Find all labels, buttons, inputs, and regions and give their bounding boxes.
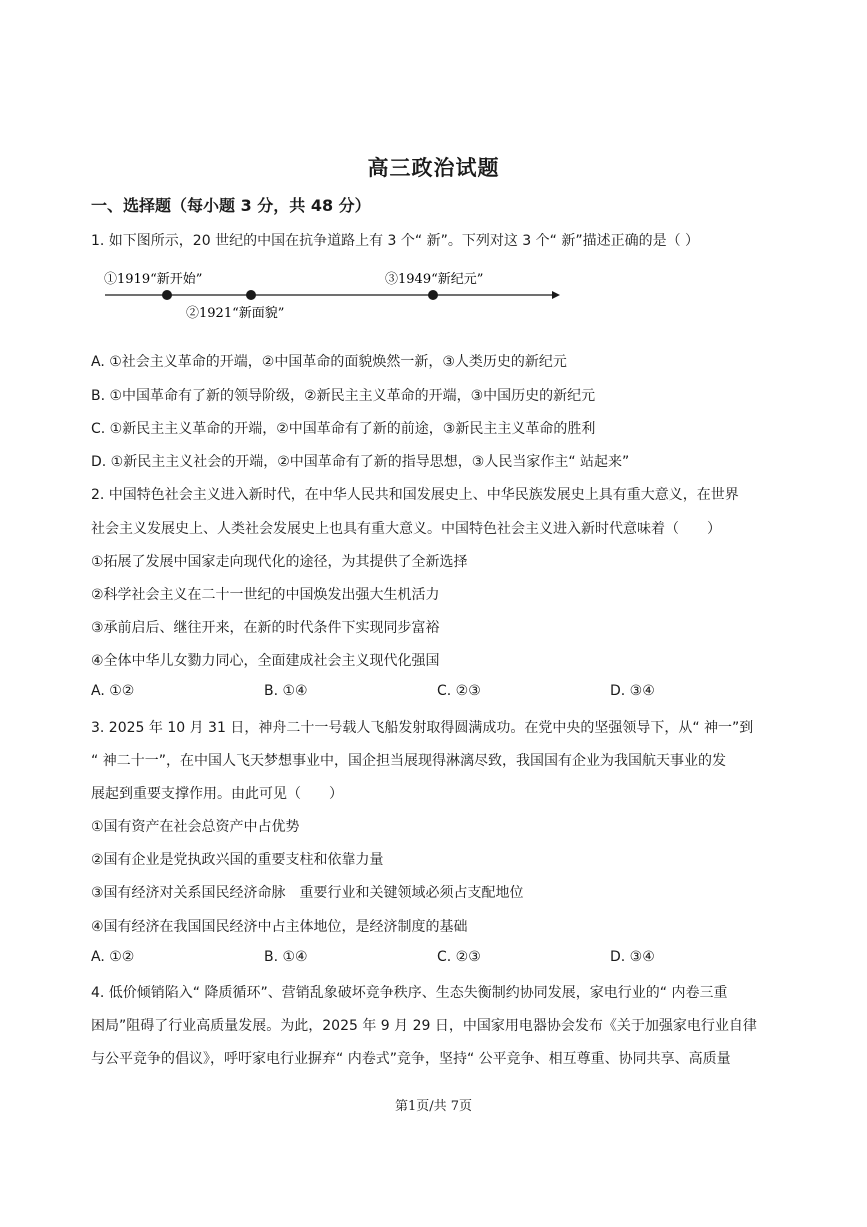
q3-stem-line-2: “ 神二十一”，在中国人飞天梦想事业中，国企担当展现得淋漓尽致，我国国有企业为我国航天事业的发 xyxy=(91,753,726,769)
q1-timeline xyxy=(100,265,570,325)
q4-stem-line-1: 4. 低价倾销陷入“ 降质循环”、营销乱象破坏竞争秩序、生态失衡制约协同发展，家电行业的“ 内卷三重 xyxy=(91,985,728,1001)
q3-choice-d[interactable]: D. ③④ xyxy=(610,949,655,965)
q2-item-4: ④全体中华儿女勠力同心，全面建成社会主义现代化强国 xyxy=(91,653,440,669)
q3-stem-line-3: 展起到重要支撑作用。由此可见（ ） xyxy=(91,786,343,802)
q2-item-2: ②科学社会主义在二十一世纪的中国焕发出强大生机活力 xyxy=(91,587,440,603)
q1-option-d[interactable]: D. ①新民主主义社会的开端，②中国革命有了新的指导思想，③人民当家作主“ 站起来” xyxy=(91,454,630,470)
page-footer: 第1页/共 7页 xyxy=(394,1099,473,1114)
q1-stem: 1. 如下图所示，20 世纪的中国在抗争道路上有 3 个“ 新”。下列对这 3 个“ 新”描述正确的是（ ） xyxy=(91,233,700,249)
timeline-arrow-icon xyxy=(552,291,560,299)
timeline-label-1: ①1919“新开始” xyxy=(104,272,203,287)
q4-stem-line-2: 困局”阻碍了行业高质量发展。为此，2025 年 9 月 29 日，中国家用电器协会发布《关于加强家电行业自律 xyxy=(91,1018,757,1034)
q2-choice-d[interactable]: D. ③④ xyxy=(610,683,655,699)
q3-choice-a[interactable]: A. ①② xyxy=(91,949,135,965)
timeline-point-1949 xyxy=(428,290,438,300)
q3-item-4: ④国有经济在我国国民经济中占主体地位，是经济制度的基础 xyxy=(91,919,468,935)
q3-choice-c[interactable]: C. ②③ xyxy=(437,949,481,965)
q3-item-1: ①国有资产在社会总资产中占优势 xyxy=(91,819,300,835)
q2-choice-b[interactable]: B. ①④ xyxy=(264,683,308,699)
q2-stem-line-1: 2. 中国特色社会主义进入新时代，在中华人民共和国发展史上、中华民族发展史上具有重大意义，在世界 xyxy=(91,487,739,503)
page-title: 高三政治试题 xyxy=(367,156,500,180)
q4-stem-line-3: 与公平竞争的倡议》，呼吁家电行业摒弃“ 内卷式”竞争，坚持“ 公平竞争、相互尊重、协同共享、高质量 xyxy=(91,1051,731,1067)
timeline-label-3: ③1949“新纪元” xyxy=(385,272,484,287)
q3-stem-line-1: 3. 2025 年 10 月 31 日，神舟二十一号载人飞船发射取得圆满成功。在党中央的坚强领导下，从“ 神一”到 xyxy=(91,720,754,736)
section-heading: 一、选择题（每小题 3 分，共 48 分） xyxy=(91,196,371,215)
q1-option-a[interactable]: A. ①社会主义革命的开端，②中国革命的面貌焕然一新，③人类历史的新纪元 xyxy=(91,354,567,370)
q3-item-3: ③国有经济对关系国民经济命脉 重要行业和关键领域必须占支配地位 xyxy=(91,885,524,901)
q1-option-c[interactable]: C. ①新民主主义革命的开端，②中国革命有了新的前途，③新民主主义革命的胜利 xyxy=(91,421,596,437)
timeline-point-1919 xyxy=(162,290,172,300)
q2-stem-line-2: 社会主义发展史上、人类社会发展史上也具有重大意义。中国特色社会主义进入新时代意味着（ ） xyxy=(91,521,721,537)
q2-choice-c[interactable]: C. ②③ xyxy=(437,683,481,699)
q2-item-3: ③承前启后、继往开来，在新的时代条件下实现同步富裕 xyxy=(91,620,440,636)
q3-item-2: ②国有企业是党执政兴国的重要支柱和依靠力量 xyxy=(91,852,384,868)
q2-choice-a[interactable]: A. ①② xyxy=(91,683,135,699)
q2-item-1: ①拓展了发展中国家走向现代化的途径，为其提供了全新选择 xyxy=(91,554,468,570)
timeline-label-2: ②1921“新面貌” xyxy=(186,306,285,321)
q1-option-b[interactable]: B. ①中国革命有了新的领导阶级，②新民主主义革命的开端，③中国历史的新纪元 xyxy=(91,388,596,404)
q3-choice-b[interactable]: B. ①④ xyxy=(264,949,308,965)
timeline-point-1921 xyxy=(246,290,256,300)
